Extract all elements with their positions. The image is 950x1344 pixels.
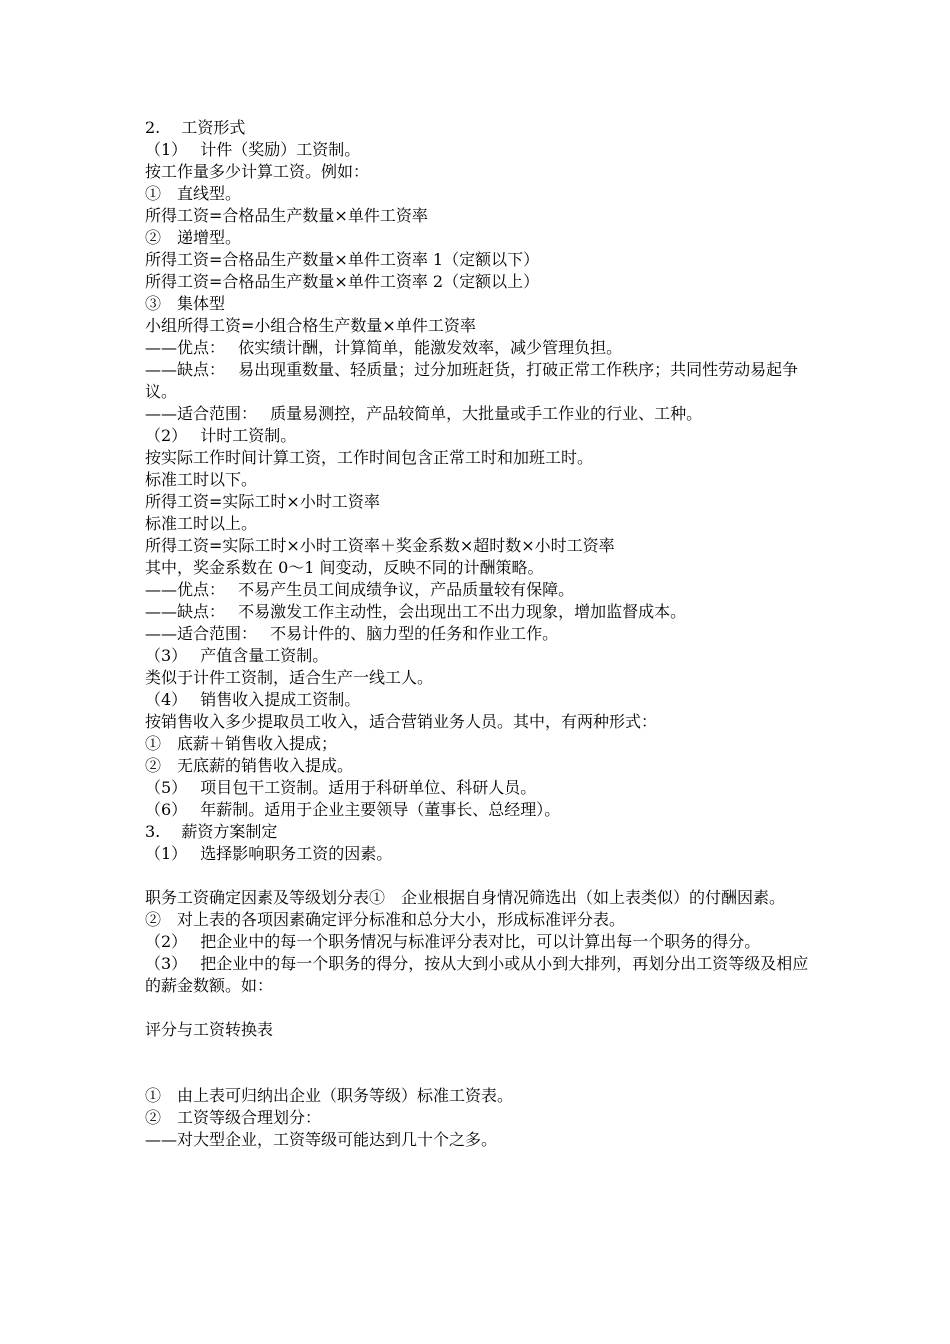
subsection-title: （6） 年薪制。适用于企业主要领导（董事长、总经理）。 (145, 800, 561, 819)
formula-line: 所得工资=合格品生产数量×单件工资率 (145, 206, 428, 225)
scope-line: ——适合范围： 质量易测控，产品较简单，大批量或手工作业的行业、工种。 (145, 404, 703, 423)
formula-line: 所得工资=实际工时×小时工资率 (145, 492, 380, 511)
table-caption-paragraph: 职务工资确定因素及等级划分表① 企业根据自身情况筛选出（如上表类似）的付酬因素。 (145, 888, 786, 907)
subsection-title: （5） 项目包干工资制。适用于科研单位、科研人员。 (145, 778, 537, 797)
section-heading: 3. 薪资方案制定 (145, 822, 278, 841)
list-item: ① 底薪＋销售收入提成； (145, 734, 338, 753)
paragraph: 按销售收入多少提取员工收入，适合营销业务人员。其中，有两种形式： (145, 712, 658, 731)
subsection-title: （2） 计时工资制。 (145, 426, 297, 445)
paragraph: 按实际工作时间计算工资，工作时间包含正常工时和加班工时。 (145, 448, 594, 467)
list-item: ② 工资等级合理划分： (145, 1108, 322, 1127)
paragraph: ——对大型企业，工资等级可能达到几十个之多。 (145, 1130, 498, 1149)
paragraph: （3） 把企业中的每一个职务的得分，按从大到小或从小到大排列，再划分出工资等级及相应的薪金数额。如： (145, 954, 809, 995)
list-item: ① 直线型。 (145, 184, 242, 203)
cons-paragraph: ——缺点： 不易激发工作主动性，会出现出工不出力现象，增加监督成本。 (145, 602, 687, 621)
list-item: ② 递增型。 (145, 228, 242, 247)
document-body (145, 117, 810, 1151)
subsection-title: （4） 销售收入提成工资制。 (145, 690, 361, 709)
blank-line (145, 1041, 810, 1085)
pros-line: ——优点： 不易产生员工间成绩争议，产品质量较有保障。 (145, 580, 575, 599)
formula-line: 所得工资=合格品生产数量×单件工资率 2（定额以上） (145, 272, 540, 291)
formula-line: 所得工资=实际工时×小时工资率＋奖金系数×超时数×小时工资率 (145, 536, 615, 555)
paragraph: （2） 把企业中的每一个职务情况与标准评分表对比，可以计算出每一个职务的得分。 (145, 932, 761, 951)
blank-line (145, 865, 810, 887)
scope-line: ——适合范围： 不易计件的、脑力型的任务和作业工作。 (145, 624, 559, 643)
formula-line: 小组所得工资=小组合格生产数量×单件工资率 (145, 316, 476, 335)
blank-line (145, 997, 810, 1019)
subsection-title: （1） 选择影响职务工资的因素。 (145, 844, 393, 863)
paragraph: 其中，奖金系数在 0～1 间变动，反映不同的计酬策略。 (145, 558, 544, 577)
cons-paragraph: ——缺点： 易出现重数量、轻质量；过分加班赶货，打破正常工作秩序；共同性劳动易起争议。 (145, 360, 799, 401)
list-item: ② 无底薪的销售收入提成。 (145, 756, 354, 775)
list-item: ③ 集体型 (145, 294, 226, 313)
paragraph: 标准工时以上。 (145, 514, 258, 533)
list-item: ② 对上表的各项因素确定评分标准和总分大小，形成标准评分表。 (145, 910, 626, 929)
subsection-title: （3） 产值含量工资制。 (145, 646, 329, 665)
paragraph: 类似于计件工资制，适合生产一线工人。 (145, 668, 434, 687)
section-heading: 2. 工资形式 (145, 118, 246, 137)
pros-line: ——优点： 依实绩计酬，计算简单，能激发效率，减少管理负担。 (145, 338, 623, 357)
list-item: ① 由上表可归纳出企业（职务等级）标准工资表。 (145, 1086, 514, 1105)
paragraph: 按工作量多少计算工资。例如： (145, 162, 370, 181)
table-caption: 评分与工资转换表 (145, 1020, 274, 1039)
paragraph: 标准工时以下。 (145, 470, 258, 489)
formula-line: 所得工资=合格品生产数量×单件工资率 1（定额以下） (145, 250, 540, 269)
subsection-title: （1） 计件（奖励）工资制。 (145, 140, 361, 159)
